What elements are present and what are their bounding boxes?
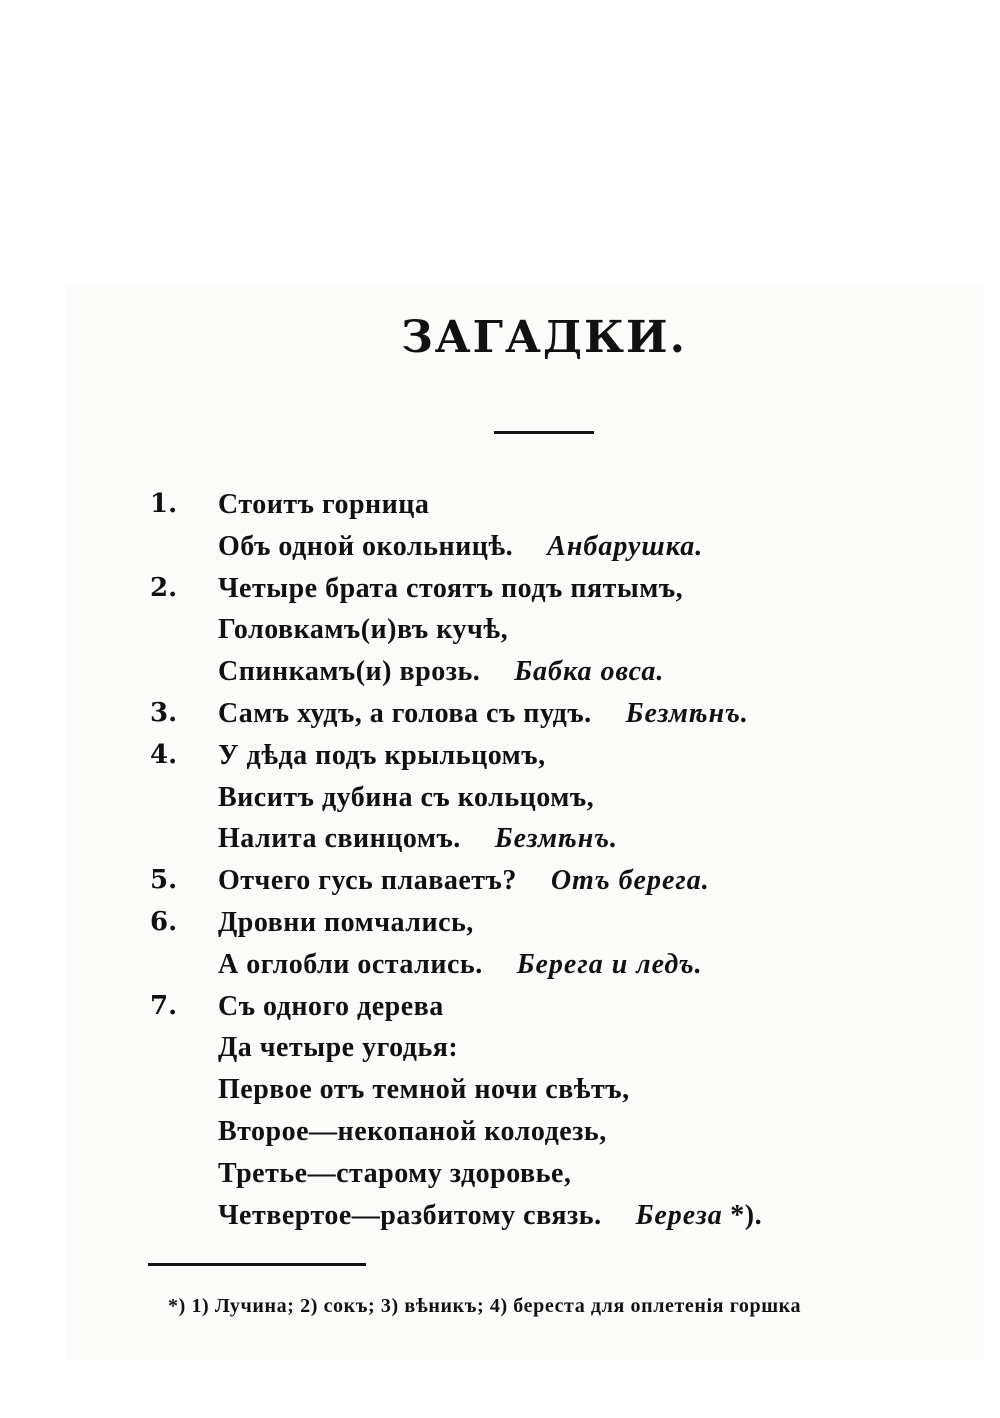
riddle-line <box>0 818 1000 860</box>
riddle-line <box>0 777 1000 819</box>
riddle-answer: Безмѣнъ. <box>494 823 619 855</box>
riddle-answer: Отъ берега. <box>550 865 710 897</box>
riddle-number: 7. <box>150 990 178 1021</box>
riddle-line <box>0 568 1000 610</box>
title-divider <box>494 431 594 434</box>
riddle-text: Да четыре угодья: <box>218 1032 459 1064</box>
riddle-text: А оглобли остались. <box>218 948 483 980</box>
riddle-text: Объ одной окольницѣ. <box>218 530 514 562</box>
riddle-line <box>0 609 1000 651</box>
riddle-text: У дѣда подъ крыльцомъ, <box>218 739 546 771</box>
riddle-text: Съ одного дерева <box>218 990 444 1022</box>
footnote-divider <box>148 1263 366 1266</box>
riddle-number: 1. <box>150 489 178 519</box>
riddle-text: Первое отъ темной ночи свѣтъ, <box>218 1074 630 1106</box>
riddle-text: Налита свинцомъ. <box>218 823 461 855</box>
riddles-list <box>0 484 1000 1236</box>
riddle-text: Самъ худъ, а голова съ пудъ. <box>218 697 592 729</box>
riddle-text: Спинкамъ(и) врозь. <box>218 656 481 688</box>
riddle-text: Головкамъ(и)въ кучѣ, <box>218 614 509 646</box>
riddle-line <box>0 1027 1000 1069</box>
riddle-answer: Безмѣнъ. <box>625 697 749 729</box>
riddle-line <box>0 944 1000 986</box>
riddle-text: Отчего гусь плаваетъ? <box>218 865 517 897</box>
riddle-text: Стоитъ горница <box>218 489 430 520</box>
riddle-line <box>0 986 1000 1028</box>
riddle-text: Четыре брата стоятъ подъ пятымъ, <box>218 572 684 604</box>
riddle-number: 2. <box>150 572 178 603</box>
riddle-answer: Бабка овса. <box>514 656 665 688</box>
riddle-line <box>0 1069 1000 1111</box>
riddle-text: Третье—старому здоровье, <box>218 1157 572 1189</box>
riddle-line <box>0 1153 1000 1195</box>
riddle-line <box>0 1111 1000 1153</box>
riddle-line <box>0 526 1000 568</box>
riddle-line <box>0 735 1000 777</box>
page-title: ЗАГАДКИ. <box>401 312 687 363</box>
riddle-answer: Анбарушка. <box>547 530 704 562</box>
riddle-number: 3. <box>150 697 178 728</box>
riddle-answer: Берега и ледъ. <box>516 948 703 980</box>
riddle-line <box>0 484 1000 526</box>
riddle-text: Виситъ дубина съ кольцомъ, <box>218 781 595 813</box>
footnote-text: *) 1) Лучина; 2) сокъ; 3) вѣникъ; 4) береста для оплетенія горшка <box>168 1295 802 1317</box>
riddle-text: Дровни помчались, <box>218 906 474 938</box>
riddle-line <box>0 693 1000 735</box>
riddle-text: Второе—некопаной колодезь, <box>218 1115 607 1147</box>
riddle-number: 5. <box>150 865 178 896</box>
riddle-answer: Береза <box>635 1199 723 1231</box>
riddle-number: 6. <box>150 906 178 937</box>
riddle-line <box>0 651 1000 693</box>
riddle-line <box>0 860 1000 902</box>
footnote-marker: *). <box>730 1199 763 1231</box>
riddle-line <box>0 1195 1000 1237</box>
riddle-line <box>0 902 1000 944</box>
riddle-text: Четвертое—разбитому связь. <box>218 1199 602 1231</box>
riddle-number: 4. <box>150 739 178 770</box>
